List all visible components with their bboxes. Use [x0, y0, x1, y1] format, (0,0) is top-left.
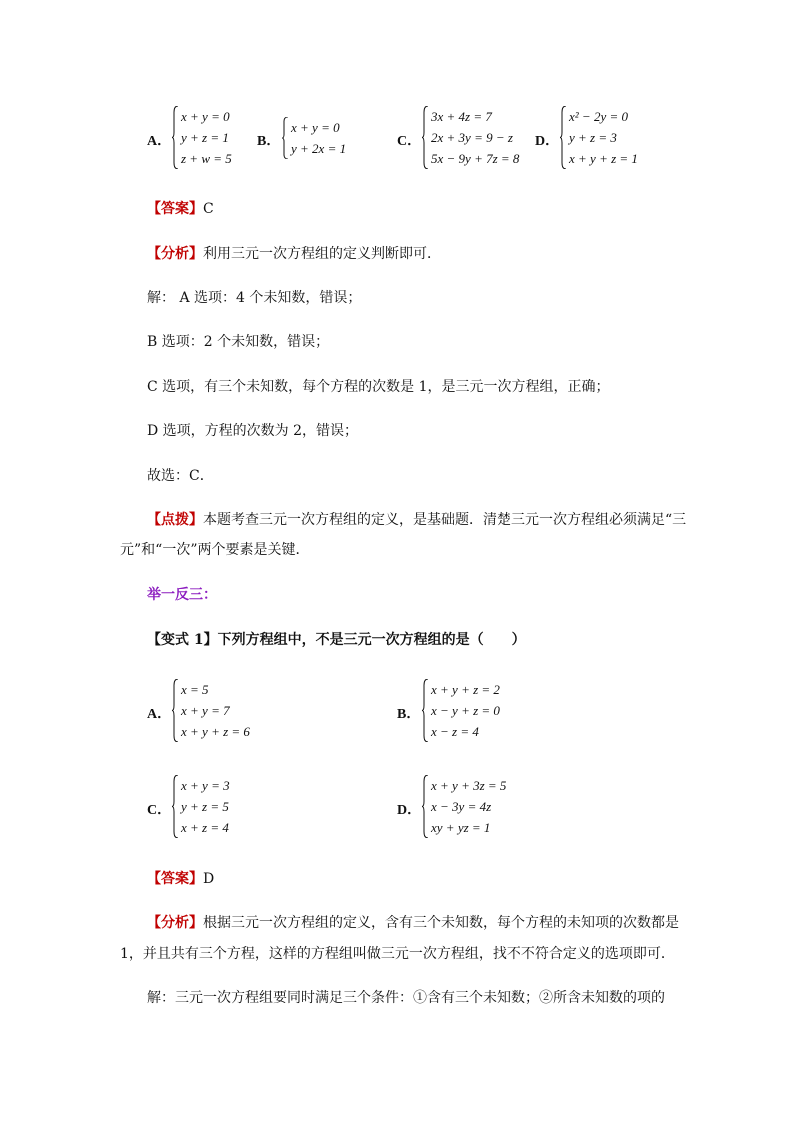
- answer-tag: 【答案】: [147, 871, 203, 887]
- equation-line: x + y + 3z = 5: [431, 778, 507, 793]
- solution-line: 解：三元一次方程组要同时满足三个条件：①含有三个未知数；②所含未知数的项的: [147, 990, 665, 1006]
- equation-line: x + y = 3: [181, 778, 230, 793]
- equation-system-c: [172, 775, 230, 838]
- option-d-label: D．: [397, 803, 422, 818]
- equation-line: x − 3y = 4z: [431, 799, 492, 814]
- brace-icon: [422, 775, 429, 838]
- analysis-text: 利用三元一次方程组的定义判断即可．: [203, 246, 441, 262]
- equation-line: x + z = 4: [181, 820, 229, 835]
- option-b-label: B．: [397, 707, 421, 722]
- equation-line: 5x − 9y + 7z = 8: [431, 151, 520, 166]
- equation-line: y + 2x = 1: [291, 141, 347, 156]
- comment-tag: 【点拨】: [147, 512, 203, 528]
- equation-line: y + z = 3: [569, 130, 617, 145]
- equation-line: x + y = 0: [181, 109, 230, 124]
- analysis-line-2: 1，并且共有三个方程，这样的方程组叫做三元一次方程组，找不不符合定义的选项即可．: [120, 946, 675, 962]
- comment-line-1: [147, 509, 686, 531]
- brace-icon: [282, 117, 289, 159]
- equation-system-c: [422, 106, 519, 169]
- solution-line-3: C 选项，有三个未知数，每个方程的次数是 1，是三元一次方程组，正确；: [147, 379, 610, 395]
- brace-icon: [172, 679, 179, 742]
- comment-text-1: 本题考查三元一次方程组的定义，是基础题．清楚三元一次方程组必须满足“三: [203, 512, 687, 528]
- equation-line: x − z = 4: [431, 724, 479, 739]
- equation-line: y + z = 5: [181, 799, 229, 814]
- brace-icon: [422, 679, 429, 742]
- equation-line: x + y + z = 2: [431, 682, 500, 697]
- equation-line: x + y = 7: [181, 703, 230, 718]
- equation-line: x² − 2y = 0: [569, 109, 628, 124]
- equation-line: 3x + 4z = 7: [431, 109, 492, 124]
- equation-line: x + y + z = 6: [181, 724, 250, 739]
- equation-line: xy + yz = 1: [431, 820, 491, 835]
- answer-tag: 【答案】: [147, 201, 203, 217]
- analysis-line: [147, 243, 441, 265]
- option-a-label: A．: [147, 134, 172, 149]
- equation-line: x − y + z = 0: [431, 703, 500, 718]
- brace-icon: [422, 106, 429, 169]
- option-c-label: C．: [397, 134, 422, 149]
- analysis-line-1: [147, 912, 679, 934]
- option-d-label: D．: [535, 134, 560, 149]
- equation-system-b: [422, 679, 500, 742]
- analysis-tag: 【分析】: [147, 915, 203, 931]
- answer-value: D: [203, 871, 215, 887]
- equation-system-d: [422, 775, 506, 838]
- equation-line: z + w = 5: [181, 151, 232, 166]
- section-title: 举一反三：: [147, 587, 217, 603]
- comment-line-2: 元”和“一次”两个要素是关键．: [120, 542, 310, 558]
- equation-system-d: [560, 106, 638, 169]
- analysis-text-1: 根据三元一次方程组的定义，含有三个未知数，每个方程的未知项的次数都是: [203, 915, 679, 931]
- equation-system-a: [172, 679, 250, 742]
- brace-icon: [172, 775, 179, 838]
- brace-icon: [172, 106, 179, 169]
- equation-line: 2x + 3y = 9 − z: [431, 130, 513, 145]
- equation-line: x = 5: [181, 682, 209, 697]
- equation-line: x + y = 0: [291, 120, 340, 135]
- answer-value: C: [203, 201, 214, 217]
- answer-line: [147, 198, 214, 220]
- equation-line: y + z = 1: [181, 130, 229, 145]
- equation-system-b: [282, 117, 346, 159]
- solution-line-2: B 选项：2 个未知数，错误；: [147, 334, 330, 350]
- option-a-label: A．: [147, 707, 172, 722]
- equation-system-a: [172, 106, 232, 169]
- solution-line-4: D 选项，方程的次数为 2，错误；: [147, 423, 359, 439]
- option-b-label: B．: [257, 134, 281, 149]
- answer-line: [147, 868, 214, 890]
- equation-line: x + y + z = 1: [569, 151, 638, 166]
- brace-icon: [560, 106, 567, 169]
- question-prompt: 【变式 1】下列方程组中，不是三元一次方程组的是（ ）: [147, 632, 526, 648]
- solution-line-5: 故选：C．: [147, 468, 214, 484]
- solution-line-1: 解： A 选项：4 个未知数，错误；: [147, 290, 362, 306]
- option-c-label: C．: [147, 803, 172, 818]
- analysis-tag: 【分析】: [147, 246, 203, 262]
